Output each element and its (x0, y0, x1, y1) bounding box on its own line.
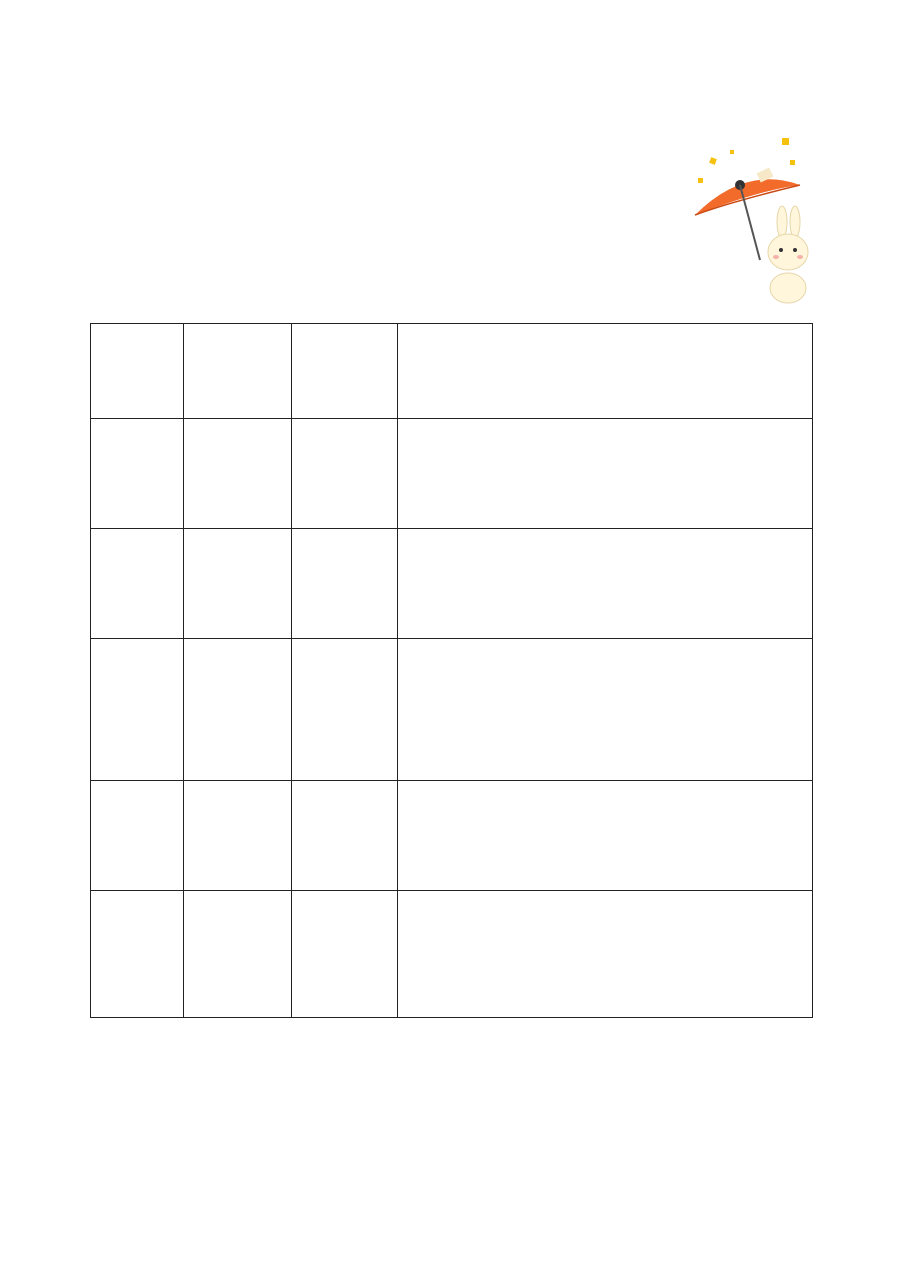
cell-theme-aim (398, 639, 813, 781)
table-row (91, 419, 813, 529)
table-row (91, 891, 813, 1018)
cell-grade (91, 891, 184, 1018)
cell-theme-aim (398, 419, 813, 529)
cell-theme-aim (398, 529, 813, 639)
umbrella-rabbit-icon (690, 130, 820, 310)
cell-place (184, 529, 292, 639)
cell-subject (292, 529, 398, 639)
cell-theme-aim (398, 781, 813, 891)
cell-grade (91, 639, 184, 781)
cell-subject (292, 781, 398, 891)
header-place (184, 324, 292, 419)
cell-theme-aim (398, 891, 813, 1018)
top-decorative-border (40, 52, 860, 112)
cell-place (184, 419, 292, 529)
cell-place (184, 639, 292, 781)
cell-grade (91, 781, 184, 891)
header-theme-aim (398, 324, 813, 419)
cell-place (184, 781, 292, 891)
cell-grade (91, 419, 184, 529)
cell-place (184, 891, 292, 1018)
cell-grade (91, 529, 184, 639)
class-visit-table (90, 323, 813, 1018)
table-header-row (91, 324, 813, 419)
table-row (91, 781, 813, 891)
cell-subject (292, 891, 398, 1018)
table-row (91, 529, 813, 639)
header-subject (292, 324, 398, 419)
table-row (91, 639, 813, 781)
bottom-decorative-border (40, 1165, 860, 1225)
new-year-ornament-row (40, 52, 860, 112)
cell-subject (292, 419, 398, 529)
cell-subject (292, 639, 398, 781)
header-grade (91, 324, 184, 419)
new-year-ornament-row (40, 1165, 860, 1225)
